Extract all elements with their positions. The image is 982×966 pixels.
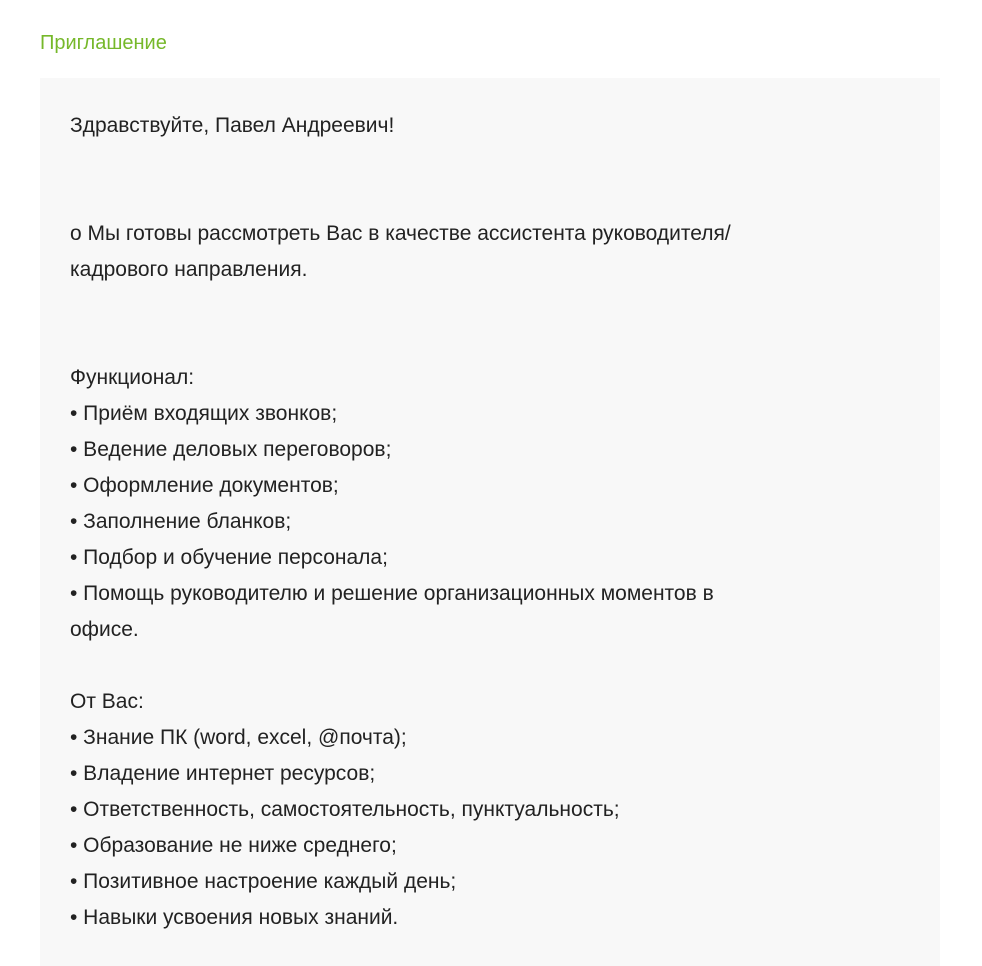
requirement-item: • Владение интернет ресурсов; <box>70 762 376 785</box>
requirement-item: • Образование не ниже среднего; <box>70 834 397 857</box>
invitation-title: Приглашение <box>40 32 167 54</box>
function-item: • Приём входящих звонков; <box>70 402 338 425</box>
functions-heading: Функционал: <box>70 366 195 389</box>
spacer <box>70 324 850 360</box>
offer-text-line-1: о Мы готовы рассмотреть Вас в качестве ассистента руководителя/ <box>70 222 731 245</box>
offer-text-line-2: кадрового направления. <box>70 258 308 281</box>
spacer <box>70 288 850 324</box>
message-text <box>70 108 850 936</box>
function-item: • Подбор и обучение персонала; <box>70 546 388 569</box>
requirement-item: • Знание ПК (word, excel, @почта); <box>70 726 407 749</box>
function-item: • Заполнение бланков; <box>70 510 292 533</box>
requirement-item: • Ответственность, самостоятельность, пунктуальность; <box>70 798 620 821</box>
function-item: • Оформление документов; <box>70 474 339 497</box>
spacer <box>70 180 850 216</box>
requirements-heading: От Вас: <box>70 690 144 713</box>
message-body-panel <box>40 78 940 966</box>
requirement-item: • Позитивное настроение каждый день; <box>70 870 457 893</box>
spacer <box>70 144 850 180</box>
function-item: • Ведение деловых переговоров; <box>70 438 392 461</box>
requirement-item: • Навыки усвоения новых знаний. <box>70 906 399 929</box>
spacer <box>70 648 850 684</box>
function-item-continuation: офисе. <box>70 618 139 641</box>
greeting-text: Здравствуйте, Павел Андреевич! <box>70 114 395 137</box>
function-item: • Помощь руководителю и решение организационных моментов в <box>70 582 714 605</box>
